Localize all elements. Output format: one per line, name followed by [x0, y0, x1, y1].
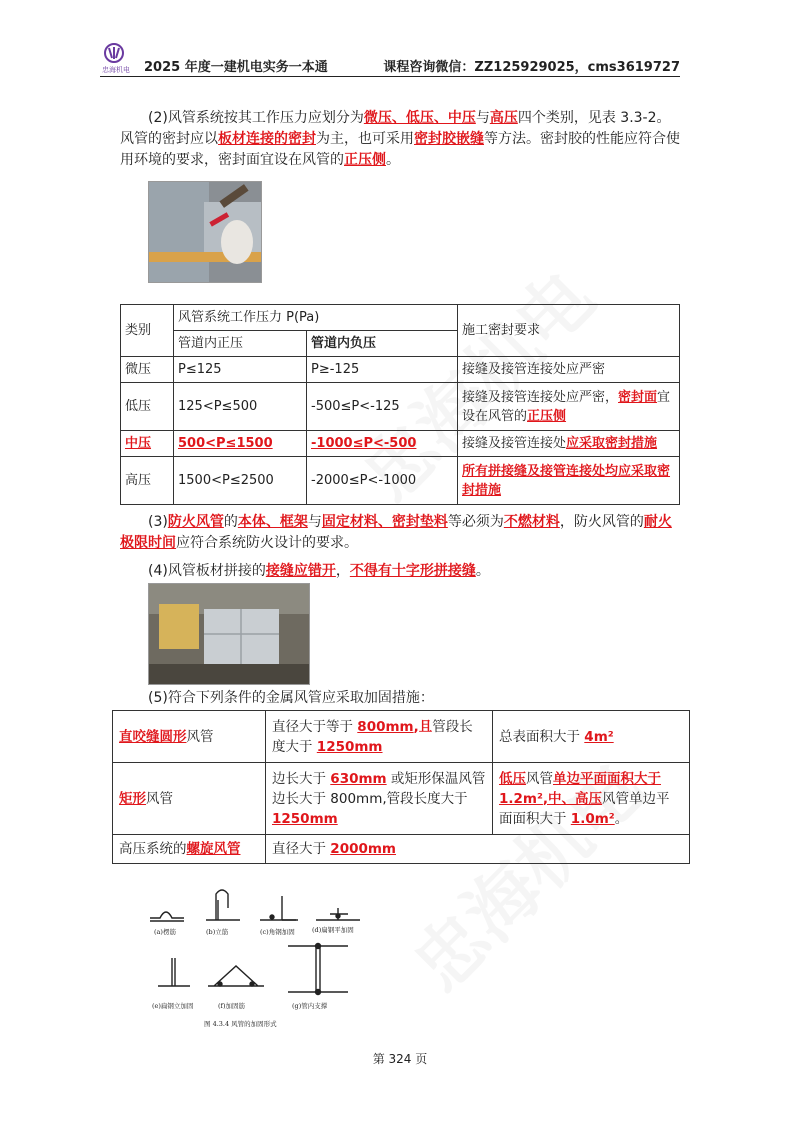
figure-caption: 图 4.3.4 风管的加固形式	[204, 1020, 277, 1028]
sealing-photo	[148, 181, 262, 283]
col-header-seal: 施工密封要求	[458, 305, 680, 357]
page-header	[100, 42, 680, 77]
paragraph-2: (2)风管系统按其工作压力应划分为微压、低压、中压与高压四个类别，见表 3.3-2。风管的密封应以板材连接的密封为主，也可采用密封胶嵌缝等方法。密封胶的性能应符合使用环境的要求，密封面宜设在风管的正压侧。	[120, 110, 680, 168]
pressure-class-table	[120, 304, 680, 505]
figure-label-b: (b)立筋	[206, 928, 229, 936]
paragraph-4: (4)风管板材拼接的接缝应错开，不得有十字形拼接缝。	[148, 563, 490, 579]
header-title: 2025 年度一建机电实务一本通	[144, 60, 328, 75]
table-row: 矩形风管 边长大于 630mm 或矩形保温风管边长大于 800mm,管段长度大于 1250mm 低压风管单边平面面积大于 1.2m²,中、高压风管单边平面面积大于 1.0m²。	[113, 763, 690, 835]
table-row: 微压 P≤125 P≥-125 接缝及接管连接处应严密	[121, 357, 680, 383]
figure-label-d: (d)扁钢平加固	[312, 926, 354, 934]
paragraph-5: (5)符合下列条件的金属风管应采取加固措施：	[148, 690, 434, 706]
reinforcement-figure	[148, 886, 374, 1036]
col-header-pressure: 风管系统工作压力 P(Pa)	[174, 305, 458, 331]
table-row: 中压 500<P≤1500 -1000≤P<-500 接缝及接管连接处应采取密封措施	[121, 431, 680, 457]
col-header-positive: 管道内正压	[174, 331, 307, 357]
reinforcement-table	[112, 710, 690, 864]
logo-text: 忠海机电	[102, 66, 130, 74]
figure-label-f: (f)加固筋	[218, 1002, 245, 1010]
table-row: 直咬缝圆形风管 直径大于等于 800mm,且管段长度大于 1250mm 总表面积大于 4m²	[113, 711, 690, 763]
logo	[100, 42, 136, 74]
table-row: 高压 1500<P≤2500 -2000≤P<-1000 所有拼接缝及接管连接处均应采取密封措施	[121, 457, 680, 505]
col-header-category: 类别	[121, 305, 174, 357]
col-header-negative: 管道内负压	[307, 331, 458, 357]
table-row: 高压系统的螺旋风管 直径大于 2000mm	[113, 835, 690, 864]
page-number: 第 324 页	[372, 1052, 428, 1066]
table-row: 低压 125<P≤500 -500≤P<-125 接缝及接管连接处应严密，密封面宜设在风管的正压侧	[121, 383, 680, 431]
paragraph-3: (3)防火风管的本体、框架与固定材料、密封垫料等必须为不燃材料，防火风管的耐火极限时间应符合系统防火设计的要求。	[120, 514, 672, 551]
duct-joint-photo	[148, 583, 310, 685]
figure-label-a: (a)楞筋	[154, 928, 176, 936]
figure-label-e: (e)扁钢立加固	[152, 1002, 194, 1010]
figure-label-c: (c)角钢加固	[260, 928, 295, 936]
header-contact: 课程咨询微信：ZZ125929025，cms3619727	[383, 60, 680, 75]
figure-label-g: (g)管内支撑	[292, 1002, 328, 1010]
